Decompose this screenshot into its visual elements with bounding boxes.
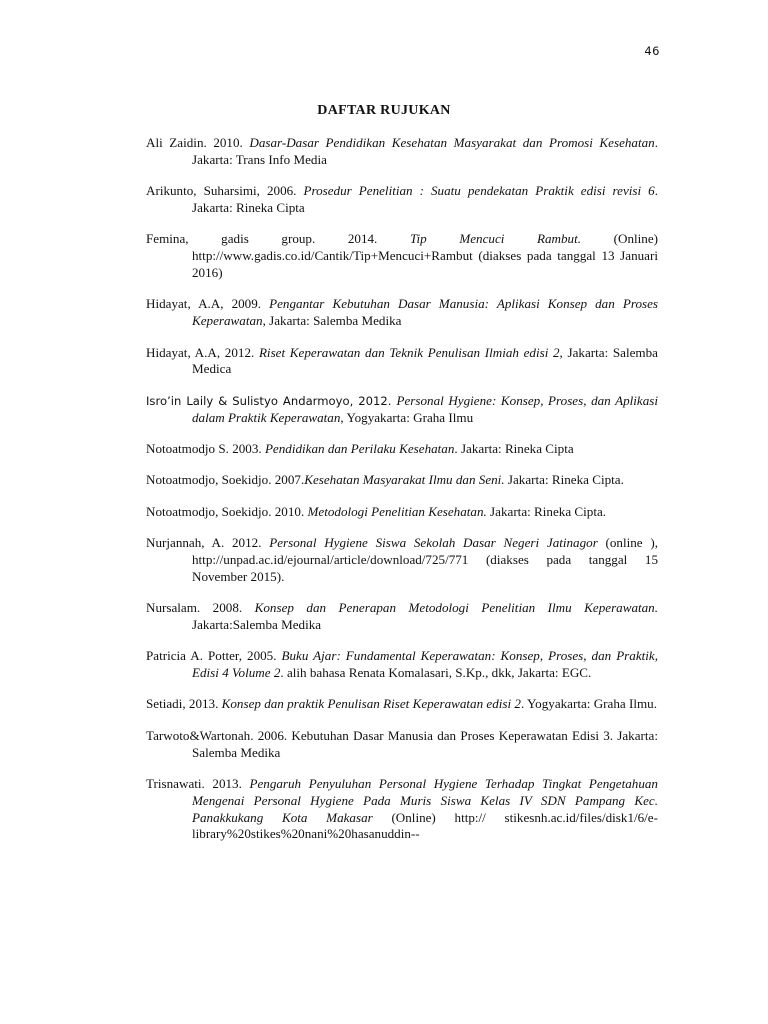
reference-author: Nurjannah, A. 2012. — [146, 535, 270, 551]
reference-publisher: Jakarta: Salemba Medica — [192, 344, 658, 377]
reference-entry — [146, 648, 658, 682]
reference-title: Personal Hygiene: Konsep, Proses, dan Aplikasi dalam Praktik Keperawatan — [192, 392, 658, 425]
reference-title: Prosedur Penelitian : Suatu pendekatan Praktik edisi revisi 6 — [303, 183, 655, 199]
reference-publisher: (Online) http://www.gadis.co.id/Cantik/Tip+Mencuci+Rambut (diakses pada tanggal 13 Januari 2016) — [192, 231, 658, 280]
reference-entry — [146, 504, 658, 521]
reference-title: Dasar-Dasar Pendidikan Kesehatan Masyarakat dan Promosi Kesehatan — [249, 135, 655, 150]
reference-publisher: Jakarta:Salemba Medika — [192, 616, 322, 632]
reference-entry — [146, 441, 658, 458]
reference-title: Kesehatan Masyarakat Ilmu dan Seni. — [304, 472, 505, 488]
reference-author: Notoatmodjo, Soekidjo. 2007. — [146, 472, 305, 488]
reference-publisher: (Online) http:// stikesnh.ac.id/files/disk1/6/e-library%20stikes%20nani%20hasanuddin-- — [192, 809, 658, 842]
reference-author: Tarwoto&Wartonah. 2006. — [146, 727, 292, 743]
reference-publisher: , Yogyakarta: Graha Ilmu — [340, 409, 474, 425]
reference-entry — [146, 231, 658, 281]
reference-entry — [146, 776, 658, 843]
reference-author: Hidayat, A.A, 2009. — [146, 296, 270, 312]
page-number: 46 — [644, 44, 660, 58]
reference-title: Pendidikan dan Perilaku Kesehatan — [264, 440, 455, 456]
reference-publisher: Jakarta: Rineka Cipta. — [504, 472, 624, 488]
reference-publisher: , Jakarta: Salemba Medika — [262, 313, 402, 329]
reference-entry — [146, 696, 658, 713]
reference-entry — [146, 345, 658, 379]
reference-author: Nursalam. 2008. — [146, 600, 255, 616]
reference-author: Ali Zaidin. 2010. — [146, 135, 250, 150]
reference-author: Patricia A. Potter, 2005. — [146, 648, 282, 664]
reference-entry — [146, 393, 658, 427]
reference-title: Buku Ajar: Fundamental Keperawatan: Konsep, Proses, dan Praktik, Edisi 4 Volume 2 — [192, 648, 659, 681]
reference-entry — [146, 296, 658, 330]
reference-publisher: . Jakarta: Rineka Cipta — [192, 183, 659, 215]
reference-author: Isro’in Laily & Sulistyo Andarmoyo, 2012. — [146, 393, 397, 408]
reference-publisher: Kebutuhan Dasar Manusia dan Proses Keperawatan Edisi 3. Jakarta: Salemba Medika — [192, 727, 658, 760]
reference-title: Riset Keperawatan dan Teknik Penulisan Ilmiah edisi 2, — [258, 344, 563, 360]
reference-publisher: Jakarta: Rineka Cipta. — [486, 503, 607, 519]
reference-author: Femina, gadis group. 2014. — [146, 231, 410, 247]
reference-title: Konsep dan praktik Penulisan Riset Keperawatan edisi 2 — [221, 696, 521, 712]
reference-title: Personal Hygiene Siswa Sekolah Dasar Negeri Jatinagor — [269, 535, 598, 551]
reference-entry — [146, 472, 658, 489]
reference-list — [146, 135, 658, 858]
reference-author: Hidayat, A.A, 2012. — [146, 344, 259, 360]
reference-title: Pengantar Kebutuhan Dasar Manusia: Aplikasi Konsep dan Proses Keperawatan — [192, 296, 658, 329]
reference-author: Trisnawati. 2013. — [146, 776, 250, 792]
reference-entry — [146, 183, 658, 217]
reference-author: Arikunto, Suharsimi, 2006. — [146, 183, 304, 199]
reference-publisher: . Jakarta: Trans Info Media — [192, 135, 658, 167]
reference-author: Notoatmodjo, Soekidjo. 2010. — [146, 503, 308, 519]
reference-entry — [146, 728, 658, 762]
reference-entry — [146, 600, 658, 634]
reference-publisher: . Jakarta: Rineka Cipta — [454, 440, 574, 456]
reference-title: Konsep dan Penerapan Metodologi Penelitian Ilmu Keperawatan. — [254, 600, 659, 616]
reference-publisher: (online ), http://unpad.ac.id/ejournal/article/download/725/771 (diakses pada tanggal 15 November 2015). — [192, 535, 658, 584]
reference-publisher: . alih bahasa Renata Komalasari, S.Kp., dkk, Jakarta: EGC. — [280, 665, 592, 681]
reference-publisher: . Yogyakarta: Graha Ilmu. — [520, 696, 657, 712]
reference-entry — [146, 135, 658, 169]
reference-title: Tip Mencuci Rambut. — [409, 231, 582, 247]
reference-author: Notoatmodjo S. 2003. — [146, 440, 265, 456]
reference-author: Setiadi, 2013. — [146, 696, 222, 712]
reference-entry — [146, 535, 658, 585]
reference-title: Pengaruh Penyuluhan Personal Hygiene Terhadap Tingkat Pengetahuan Mengenai Personal Hygiene Pada Muris Siswa Kelas IV SDN Pampang Kec. Panakkukang Kota Makasar — [192, 776, 658, 825]
page-title: DAFTAR RUJUKAN — [317, 103, 451, 118]
reference-title: Metodologi Penelitian Kesehatan. — [307, 503, 487, 519]
